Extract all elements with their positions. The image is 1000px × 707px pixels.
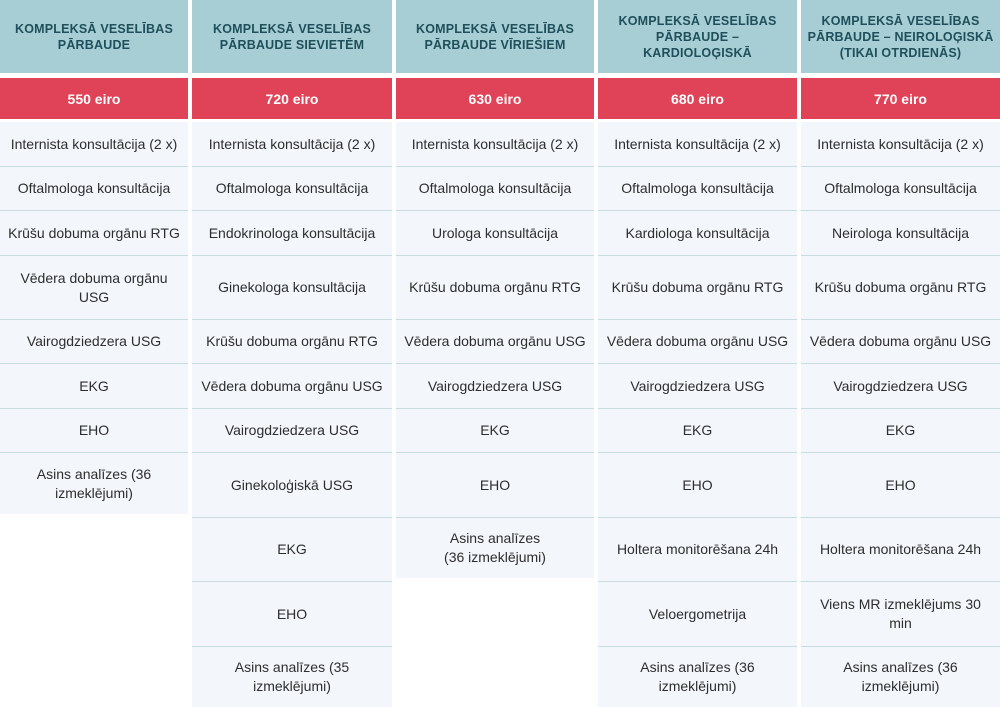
package-column-cardiology	[598, 0, 797, 707]
service-item: Asins analīzes (35 izmeklējumi)	[192, 647, 392, 707]
service-item: Oftalmologa konsultācija	[192, 167, 392, 211]
service-item: Krūšu dobuma orgānu RTG	[598, 256, 797, 320]
service-item: Vēdera dobuma orgānu USG	[396, 320, 594, 364]
package-column-neurology	[801, 0, 1000, 707]
service-item: Internista konsultācija (2 x)	[396, 122, 594, 167]
service-item: Kardiologa konsultācija	[598, 211, 797, 256]
service-item: Internista konsultācija (2 x)	[192, 122, 392, 167]
service-item: Asins analīzes (36 izmeklējumi)	[0, 453, 188, 514]
package-column-men	[396, 0, 594, 707]
package-price: 630 eiro	[396, 78, 594, 119]
service-item: Asins analīzes (36 izmeklējumi)	[396, 518, 594, 578]
service-item: EKG	[396, 409, 594, 453]
service-item: Vēdera dobuma orgānu USG	[801, 320, 1000, 364]
service-item: Krūšu dobuma orgānu RTG	[0, 211, 188, 256]
service-item: Vairogdziedzera USG	[801, 364, 1000, 409]
package-title: KOMPLEKSĀ VESELĪBAS PĀRBAUDE – NEIROLOĢISKĀ (TIKAI OTRDIENĀS)	[801, 0, 1000, 73]
service-item: Asins analīzes (36 izmeklējumi)	[801, 647, 1000, 707]
service-item: Neirologa konsultācija	[801, 211, 1000, 256]
service-item: EHO	[598, 453, 797, 518]
package-column-general	[0, 0, 188, 707]
service-item: EKG	[0, 364, 188, 409]
service-item: Ginekologa konsultācija	[192, 256, 392, 320]
service-item: EKG	[192, 518, 392, 582]
service-item: Internista konsultācija (2 x)	[801, 122, 1000, 167]
service-item: Krūšu dobuma orgānu RTG	[192, 320, 392, 364]
service-item: Internista konsultācija (2 x)	[598, 122, 797, 167]
service-item: Viens MR izmeklējums 30 min	[801, 582, 1000, 647]
service-item: EHO	[396, 453, 594, 518]
service-item: Holtera monitorēšana 24h	[598, 518, 797, 582]
service-item: Oftalmologa konsultācija	[801, 167, 1000, 211]
service-item: Vairogdziedzera USG	[192, 409, 392, 453]
package-title: KOMPLEKSĀ VESELĪBAS PĀRBAUDE	[0, 0, 188, 73]
service-item: Holtera monitorēšana 24h	[801, 518, 1000, 582]
package-title: KOMPLEKSĀ VESELĪBAS PĀRBAUDE VĪRIEŠIEM	[396, 0, 594, 73]
package-column-women	[192, 0, 392, 707]
service-item: Krūšu dobuma orgānu RTG	[801, 256, 1000, 320]
service-item: Oftalmologa konsultācija	[396, 167, 594, 211]
package-title: KOMPLEKSĀ VESELĪBAS PĀRBAUDE SIEVIETĒM	[192, 0, 392, 73]
service-item: Vairogdziedzera USG	[598, 364, 797, 409]
service-item: Oftalmologa konsultācija	[598, 167, 797, 211]
service-item: Internista konsultācija (2 x)	[0, 122, 188, 167]
service-item: EKG	[598, 409, 797, 453]
service-item: Oftalmologa konsultācija	[0, 167, 188, 211]
package-price: 550 eiro	[0, 78, 188, 119]
package-title: KOMPLEKSĀ VESELĪBAS PĀRBAUDE – KARDIOLOĢISKĀ	[598, 0, 797, 73]
service-item: Endokrinologa konsultācija	[192, 211, 392, 256]
service-item: Asins analīzes (36 izmeklējumi)	[598, 647, 797, 707]
service-item: Vairogdziedzera USG	[396, 364, 594, 409]
service-item: Krūšu dobuma orgānu RTG	[396, 256, 594, 320]
service-item: Ginekoloģiskā USG	[192, 453, 392, 518]
service-item: Urologa konsultācija	[396, 211, 594, 256]
service-item: EHO	[192, 582, 392, 647]
service-item: Vēdera dobuma orgānu USG	[598, 320, 797, 364]
service-item: Vēdera dobuma orgānu USG	[192, 364, 392, 409]
package-price: 720 eiro	[192, 78, 392, 119]
service-item: Veloergometrija	[598, 582, 797, 647]
service-item: Vairogdziedzera USG	[0, 320, 188, 364]
service-item: EHO	[0, 409, 188, 453]
package-price: 770 eiro	[801, 78, 1000, 119]
service-item: Vēdera dobuma orgānu USG	[0, 256, 188, 320]
package-price: 680 eiro	[598, 78, 797, 119]
service-item: EHO	[801, 453, 1000, 518]
service-item: EKG	[801, 409, 1000, 453]
